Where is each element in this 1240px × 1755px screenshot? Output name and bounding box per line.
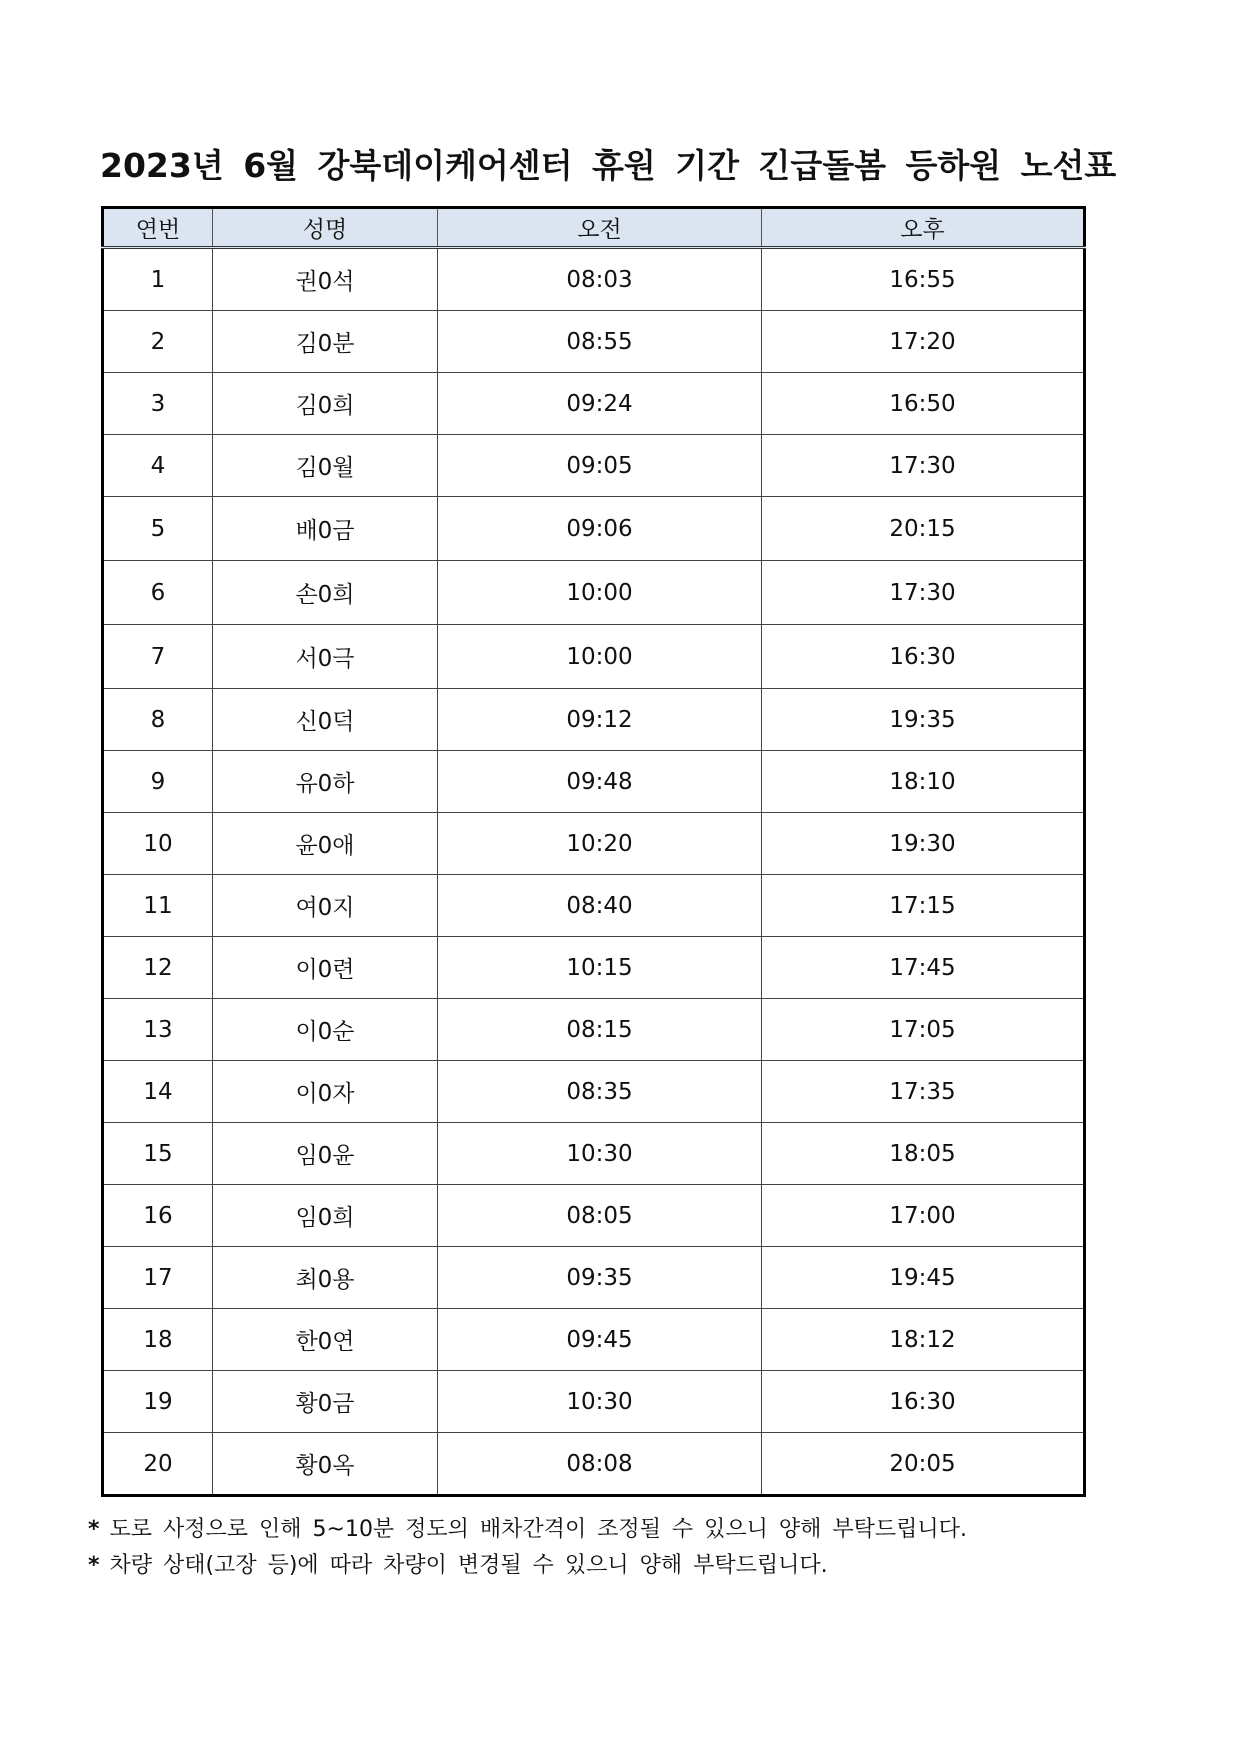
header-no: 연번 xyxy=(103,208,213,248)
note-marker: * xyxy=(88,1553,100,1578)
table-row xyxy=(103,751,1085,813)
cell-no: 6 xyxy=(103,561,213,625)
cell-afternoon: 16:50 xyxy=(762,373,1085,435)
cell-no: 20 xyxy=(103,1433,213,1496)
table-row xyxy=(103,1309,1085,1371)
cell-name: 신0덕 xyxy=(213,689,438,751)
cell-name: 배0금 xyxy=(213,497,438,561)
cell-no: 12 xyxy=(103,937,213,999)
cell-afternoon: 16:30 xyxy=(762,625,1085,689)
table-row xyxy=(103,1433,1085,1496)
cell-no: 18 xyxy=(103,1309,213,1371)
table-body xyxy=(103,248,1085,1496)
table-header-row xyxy=(103,208,1085,248)
cell-afternoon: 17:35 xyxy=(762,1061,1085,1123)
cell-name: 황0옥 xyxy=(213,1433,438,1496)
table-row xyxy=(103,999,1085,1061)
note-text: 차량 상태(고장 등)에 따라 차량이 변경될 수 있으니 양해 부탁드립니다. xyxy=(109,1553,828,1578)
cell-morning: 09:06 xyxy=(438,497,762,561)
cell-name: 이0순 xyxy=(213,999,438,1061)
cell-no: 3 xyxy=(103,373,213,435)
cell-afternoon: 17:45 xyxy=(762,937,1085,999)
route-table xyxy=(101,206,1086,1497)
cell-morning: 08:08 xyxy=(438,1433,762,1496)
cell-morning: 09:45 xyxy=(438,1309,762,1371)
cell-no: 4 xyxy=(103,435,213,497)
header-morning: 오전 xyxy=(438,208,762,248)
cell-no: 2 xyxy=(103,311,213,373)
cell-name: 황0금 xyxy=(213,1371,438,1433)
note-item xyxy=(88,1548,967,1584)
table-row xyxy=(103,875,1085,937)
cell-afternoon: 16:55 xyxy=(762,248,1085,311)
cell-no: 5 xyxy=(103,497,213,561)
cell-morning: 09:12 xyxy=(438,689,762,751)
note-item xyxy=(88,1512,967,1548)
cell-no: 9 xyxy=(103,751,213,813)
cell-name: 손0희 xyxy=(213,561,438,625)
cell-no: 17 xyxy=(103,1247,213,1309)
table-row xyxy=(103,1371,1085,1433)
table-row xyxy=(103,937,1085,999)
cell-afternoon: 17:15 xyxy=(762,875,1085,937)
cell-afternoon: 18:05 xyxy=(762,1123,1085,1185)
table-row xyxy=(103,1185,1085,1247)
cell-afternoon: 17:20 xyxy=(762,311,1085,373)
cell-name: 이0자 xyxy=(213,1061,438,1123)
note-text: 도로 사정으로 인해 5~10분 정도의 배차간격이 조정될 수 있으니 양해 부탁드립니다. xyxy=(109,1517,967,1542)
cell-morning: 10:30 xyxy=(438,1371,762,1433)
cell-no: 1 xyxy=(103,248,213,311)
table-row xyxy=(103,1061,1085,1123)
cell-no: 10 xyxy=(103,813,213,875)
cell-afternoon: 19:45 xyxy=(762,1247,1085,1309)
cell-morning: 10:00 xyxy=(438,625,762,689)
cell-no: 13 xyxy=(103,999,213,1061)
cell-name: 한0연 xyxy=(213,1309,438,1371)
cell-afternoon: 19:30 xyxy=(762,813,1085,875)
cell-afternoon: 16:30 xyxy=(762,1371,1085,1433)
cell-no: 8 xyxy=(103,689,213,751)
cell-afternoon: 17:30 xyxy=(762,435,1085,497)
cell-morning: 09:35 xyxy=(438,1247,762,1309)
cell-name: 김0희 xyxy=(213,373,438,435)
cell-name: 임0윤 xyxy=(213,1123,438,1185)
table-row xyxy=(103,497,1085,561)
cell-name: 여0지 xyxy=(213,875,438,937)
cell-morning: 08:55 xyxy=(438,311,762,373)
cell-morning: 08:15 xyxy=(438,999,762,1061)
table-row xyxy=(103,1247,1085,1309)
header-name: 성명 xyxy=(213,208,438,248)
cell-morning: 09:48 xyxy=(438,751,762,813)
cell-afternoon: 18:12 xyxy=(762,1309,1085,1371)
cell-no: 16 xyxy=(103,1185,213,1247)
cell-no: 15 xyxy=(103,1123,213,1185)
table-row xyxy=(103,813,1085,875)
cell-afternoon: 20:15 xyxy=(762,497,1085,561)
cell-morning: 08:05 xyxy=(438,1185,762,1247)
cell-name: 김0분 xyxy=(213,311,438,373)
cell-name: 서0극 xyxy=(213,625,438,689)
table-row xyxy=(103,1123,1085,1185)
table-row xyxy=(103,311,1085,373)
table-row xyxy=(103,625,1085,689)
cell-afternoon: 17:30 xyxy=(762,561,1085,625)
table-row xyxy=(103,561,1085,625)
note-marker: * xyxy=(88,1517,100,1542)
cell-morning: 09:05 xyxy=(438,435,762,497)
cell-morning: 10:00 xyxy=(438,561,762,625)
table-row xyxy=(103,373,1085,435)
cell-afternoon: 19:35 xyxy=(762,689,1085,751)
table-row xyxy=(103,435,1085,497)
cell-morning: 09:24 xyxy=(438,373,762,435)
cell-no: 11 xyxy=(103,875,213,937)
cell-morning: 10:20 xyxy=(438,813,762,875)
cell-name: 최0용 xyxy=(213,1247,438,1309)
table-row xyxy=(103,248,1085,311)
cell-afternoon: 20:05 xyxy=(762,1433,1085,1496)
cell-no: 19 xyxy=(103,1371,213,1433)
header-afternoon: 오후 xyxy=(762,208,1085,248)
cell-name: 이0련 xyxy=(213,937,438,999)
cell-name: 유0하 xyxy=(213,751,438,813)
cell-name: 권0석 xyxy=(213,248,438,311)
cell-name: 윤0애 xyxy=(213,813,438,875)
cell-afternoon: 17:05 xyxy=(762,999,1085,1061)
cell-afternoon: 18:10 xyxy=(762,751,1085,813)
cell-afternoon: 17:00 xyxy=(762,1185,1085,1247)
cell-no: 7 xyxy=(103,625,213,689)
table-row xyxy=(103,689,1085,751)
notes xyxy=(88,1512,967,1584)
cell-morning: 10:15 xyxy=(438,937,762,999)
cell-morning: 10:30 xyxy=(438,1123,762,1185)
cell-name: 임0희 xyxy=(213,1185,438,1247)
cell-morning: 08:40 xyxy=(438,875,762,937)
cell-morning: 08:03 xyxy=(438,248,762,311)
cell-morning: 08:35 xyxy=(438,1061,762,1123)
cell-no: 14 xyxy=(103,1061,213,1123)
page-title: 2023년 6월 강북데이케어센터 휴원 기간 긴급돌봄 등하원 노선표 xyxy=(100,146,1117,185)
cell-name: 김0월 xyxy=(213,435,438,497)
